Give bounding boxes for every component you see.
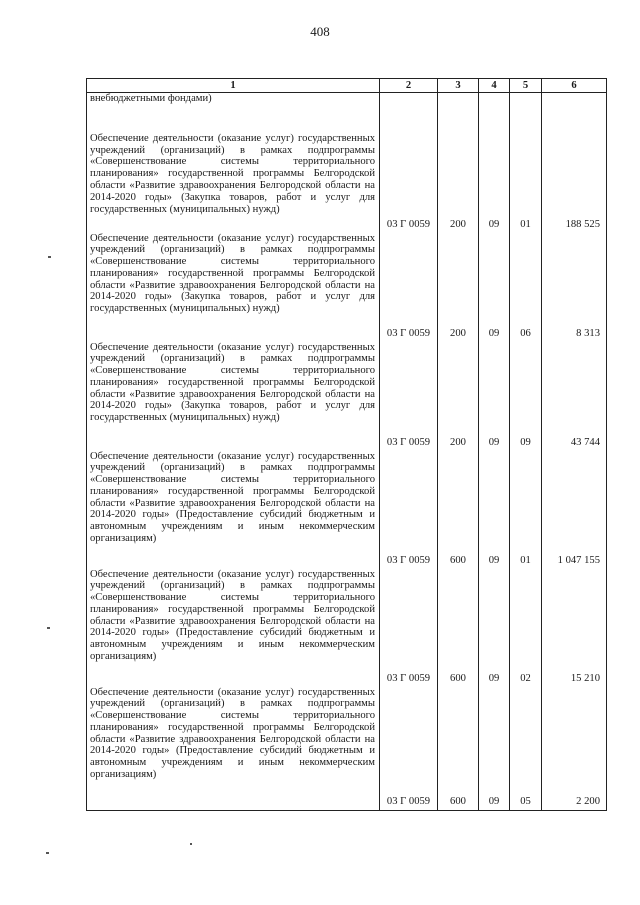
header-col-4: 4 xyxy=(479,79,510,93)
scan-speck xyxy=(190,843,192,845)
col5-cell: 06 xyxy=(510,233,542,342)
col4-cell: 09 xyxy=(479,342,510,451)
amount-cell: 2 200 xyxy=(542,687,607,811)
col3-cell: 600 xyxy=(438,687,479,811)
row-description: Обеспечение деятельности (оказание услуг) государственных учреждений (организаций) в рамках подпрограммы «Совершенствование системы территориального планирования» государственной программы Белгородской области «Развитие здравоохранения Белгородской области на 2014-2020 годы» (Закупка товаров, работ и услуг для государственных (муниципальных) нужд) xyxy=(87,233,380,342)
row-description: Обеспечение деятельности (оказание услуг) государственных учреждений (организаций) в рамках подпрограммы «Совершенствование системы территориального планирования» государственной программы Белгородской области «Развитие здравоохранения Белгородской области на 2014-2020 годы» (Закупка товаров, работ и услуг для государственных (муниципальных) нужд) xyxy=(87,342,380,451)
continuation-text: внебюджетными фондами) xyxy=(90,93,212,104)
budget-table xyxy=(86,78,607,811)
col3-cell: 200 xyxy=(438,233,479,342)
col4-cell: 09 xyxy=(479,687,510,811)
code-cell: 03 Г 0059 xyxy=(380,233,438,342)
code-cell: 03 Г 0059 xyxy=(380,687,438,811)
table-row xyxy=(87,687,607,811)
row-description: Обеспечение деятельности (оказание услуг) государственных учреждений (организаций) в рамках подпрограммы «Совершенствование системы территориального планирования» государственной программы Белгородской области «Развитие здравоохранения Белгородской области на 2014-2020 годы» (Предоставление субсидий бюджетным и автономным учреждениям и иным некоммерческим организациям) xyxy=(87,569,380,687)
row-description: Обеспечение деятельности (оказание услуг) государственных учреждений (организаций) в рамках подпрограммы «Совершенствование системы территориального планирования» государственной программы Белгородской области «Развитие здравоохранения Белгородской области на 2014-2020 годы» (Закупка товаров, работ и услуг для государственных (муниципальных) нужд) xyxy=(90,132,375,215)
table-body xyxy=(87,93,607,811)
col5-cell: 09 xyxy=(510,342,542,451)
header-col-3: 3 xyxy=(438,79,479,93)
description-cell xyxy=(87,93,380,233)
page-number: 408 xyxy=(310,24,330,39)
header-col-2: 2 xyxy=(380,79,438,93)
scan-speck xyxy=(47,627,50,629)
table-header-row xyxy=(87,79,607,93)
header-col-1: 1 xyxy=(87,79,380,93)
row-description: Обеспечение деятельности (оказание услуг) государственных учреждений (организаций) в рамках подпрограммы «Совершенствование системы территориального планирования» государственной программы Белгородской области «Развитие здравоохранения Белгородской области на 2014-2020 годы» (Предоставление субсидий бюджетным и автономным учреждениям и иным некоммерческим организациям) xyxy=(87,687,380,811)
col5-cell: 02 xyxy=(510,569,542,687)
table-row xyxy=(87,451,607,569)
col3-cell: 200 xyxy=(438,342,479,451)
col4-cell: 09 xyxy=(479,451,510,569)
col5-cell: 05 xyxy=(510,687,542,811)
amount-cell: 188 525 xyxy=(542,93,607,233)
col5-cell: 01 xyxy=(510,93,542,233)
amount-cell: 43 744 xyxy=(542,342,607,451)
col4-cell: 09 xyxy=(479,93,510,233)
amount-cell: 8 313 xyxy=(542,233,607,342)
code-cell: 03 Г 0059 xyxy=(380,342,438,451)
amount-cell: 1 047 155 xyxy=(542,451,607,569)
col4-cell: 09 xyxy=(479,569,510,687)
col3-cell: 600 xyxy=(438,569,479,687)
code-cell: 03 Г 0059 xyxy=(380,93,438,233)
col4-cell: 09 xyxy=(479,233,510,342)
scan-speck xyxy=(48,256,51,258)
header-col-5: 5 xyxy=(510,79,542,93)
code-cell: 03 Г 0059 xyxy=(380,451,438,569)
table-row xyxy=(87,233,607,342)
table-row xyxy=(87,569,607,687)
col5-cell: 01 xyxy=(510,451,542,569)
code-cell: 03 Г 0059 xyxy=(380,569,438,687)
row-description: Обеспечение деятельности (оказание услуг) государственных учреждений (организаций) в рамках подпрограммы «Совершенствование системы территориального планирования» государственной программы Белгородской области «Развитие здравоохранения Белгородской области на 2014-2020 годы» (Предоставление субсидий бюджетным и автономным учреждениям и иным некоммерческим организациям) xyxy=(87,451,380,569)
amount-cell: 15 210 xyxy=(542,569,607,687)
table-row xyxy=(87,342,607,451)
header-col-6: 6 xyxy=(542,79,607,93)
col3-cell: 600 xyxy=(438,451,479,569)
scan-speck xyxy=(46,852,49,854)
col3-cell: 200 xyxy=(438,93,479,233)
table-row xyxy=(87,93,607,233)
